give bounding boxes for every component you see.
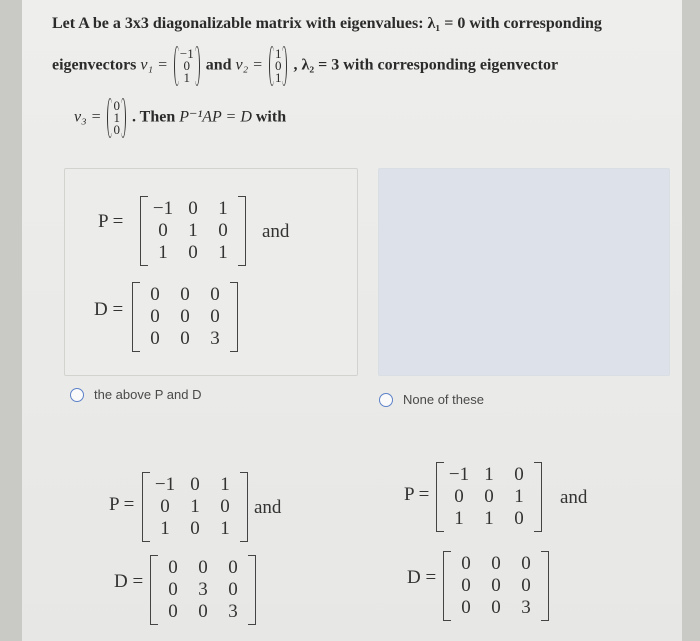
and-text: and xyxy=(205,56,232,74)
v3-entry: 0 xyxy=(113,122,120,137)
matrix-cell: 0 xyxy=(228,579,238,600)
p-matrix xyxy=(436,464,542,530)
p-label: P = xyxy=(109,494,135,515)
v1-vector xyxy=(174,48,200,84)
v2-vector xyxy=(269,48,288,84)
matrix-cell: 0 xyxy=(461,575,471,596)
and-text: and xyxy=(560,487,588,508)
matrix-cell: 0 xyxy=(491,597,501,618)
matrix-cell: 1 xyxy=(160,518,170,539)
v1-entry: 1 xyxy=(183,70,191,85)
option-1-label: the above P and D xyxy=(94,387,202,402)
matrix-cell: 0 xyxy=(514,508,524,529)
matrix-cell: 0 xyxy=(168,601,178,622)
and-text: and xyxy=(262,221,290,242)
v2-label: v₂ = xyxy=(235,56,263,74)
matrix-cell: 3 xyxy=(228,601,238,622)
matrix-cell: 0 xyxy=(491,575,501,596)
option-2-radio[interactable] xyxy=(379,393,393,407)
equation: P⁻¹AP = D xyxy=(179,108,252,126)
and-text: and xyxy=(254,497,282,518)
matrix-cell: 3 xyxy=(521,597,531,618)
matrix-cell: −1 xyxy=(448,464,470,485)
matrix-cell: 1 xyxy=(158,242,168,263)
matrix-cell: 1 xyxy=(484,464,494,485)
matrix-cell: 1 xyxy=(220,474,230,495)
p-matrix xyxy=(140,198,246,264)
matrix-cell: 0 xyxy=(198,557,208,578)
option-1-radio[interactable] xyxy=(70,388,84,402)
matrix-cell: 0 xyxy=(521,575,531,596)
matrix-cell: 0 xyxy=(188,242,198,263)
v3-label: v₃ = xyxy=(74,108,102,126)
matrix-cell: 0 xyxy=(190,474,200,495)
matrix-cell: 0 xyxy=(220,496,230,517)
matrix-cell: −1 xyxy=(152,198,174,219)
p-matrix xyxy=(142,474,248,540)
d-matrix xyxy=(443,553,549,619)
matrix-cell: 1 xyxy=(484,508,494,529)
matrix-cell: 0 xyxy=(484,486,494,507)
v3-entry: 0 xyxy=(113,98,120,113)
d-matrix xyxy=(132,284,238,350)
matrix-cell: 0 xyxy=(150,306,160,327)
matrix-cell: 0 xyxy=(168,557,178,578)
matrix-cell: 0 xyxy=(461,553,471,574)
matrix-cell: 1 xyxy=(188,220,198,241)
then-text: . Then xyxy=(131,108,176,126)
v2-entry: 1 xyxy=(274,70,282,85)
matrix-cell: 0 xyxy=(514,464,524,485)
matrix-cell: 0 xyxy=(180,284,190,305)
matrix-cell: 1 xyxy=(220,518,230,539)
matrix-cell: 0 xyxy=(198,601,208,622)
matrix-cell: 0 xyxy=(150,284,160,305)
p-label: P = xyxy=(98,211,124,232)
v1-label: v₁ = xyxy=(140,56,168,74)
matrix-cell: 0 xyxy=(150,328,160,349)
lambda2-text: , λ₂ = 3 with corresponding eigenvector xyxy=(293,56,559,74)
v2-entry: 1 xyxy=(274,46,282,61)
matrix-cell: 1 xyxy=(218,242,228,263)
d-label: D = xyxy=(94,299,124,320)
option-1[interactable] xyxy=(70,387,201,402)
v2-entry: 0 xyxy=(274,58,282,73)
matrix-cell: 0 xyxy=(158,220,168,241)
with-text: with xyxy=(255,108,287,126)
matrix-cell: 0 xyxy=(461,597,471,618)
matrix-cell: 1 xyxy=(218,198,228,219)
question-line-2 xyxy=(52,48,558,84)
matrix-cell: 0 xyxy=(160,496,170,517)
matrix-cell: 0 xyxy=(210,284,220,305)
matrix-cell: 3 xyxy=(210,328,220,349)
question-line-3 xyxy=(74,100,286,136)
d-matrix xyxy=(150,557,256,623)
matrix-cell: 0 xyxy=(491,553,501,574)
matrix-cell: 0 xyxy=(188,198,198,219)
matrix-cell: 0 xyxy=(521,553,531,574)
matrix-cell: 1 xyxy=(514,486,524,507)
matrix-cell: 0 xyxy=(180,306,190,327)
d-label: D = xyxy=(114,571,144,592)
v1-entry: 0 xyxy=(183,58,191,73)
matrix-cell: 0 xyxy=(180,328,190,349)
matrix-cell: 0 xyxy=(190,518,200,539)
matrix-cell: 0 xyxy=(218,220,228,241)
matrix-cell: 1 xyxy=(190,496,200,517)
v1-entry: −1 xyxy=(179,46,194,61)
eigenvectors-label: eigenvectors xyxy=(52,56,137,74)
v3-vector xyxy=(107,100,126,136)
v3-entry: 1 xyxy=(113,110,120,125)
option-2-image-panel xyxy=(378,168,670,376)
d-label: D = xyxy=(407,567,437,588)
matrix-cell: 3 xyxy=(198,579,208,600)
question-line-1: Let A be a 3x3 diagonalizable matrix with eigenvalues: λ₁ = 0 with corresponding xyxy=(52,15,602,32)
matrix-cell: 0 xyxy=(210,306,220,327)
matrix-cell: 0 xyxy=(168,579,178,600)
p-label: P = xyxy=(404,484,430,505)
option-2[interactable] xyxy=(379,392,484,407)
matrix-cell: 0 xyxy=(228,557,238,578)
matrix-cell: 0 xyxy=(454,486,464,507)
matrix-cell: −1 xyxy=(154,474,176,495)
option-2-label: None of these xyxy=(403,392,484,407)
matrix-cell: 1 xyxy=(454,508,464,529)
